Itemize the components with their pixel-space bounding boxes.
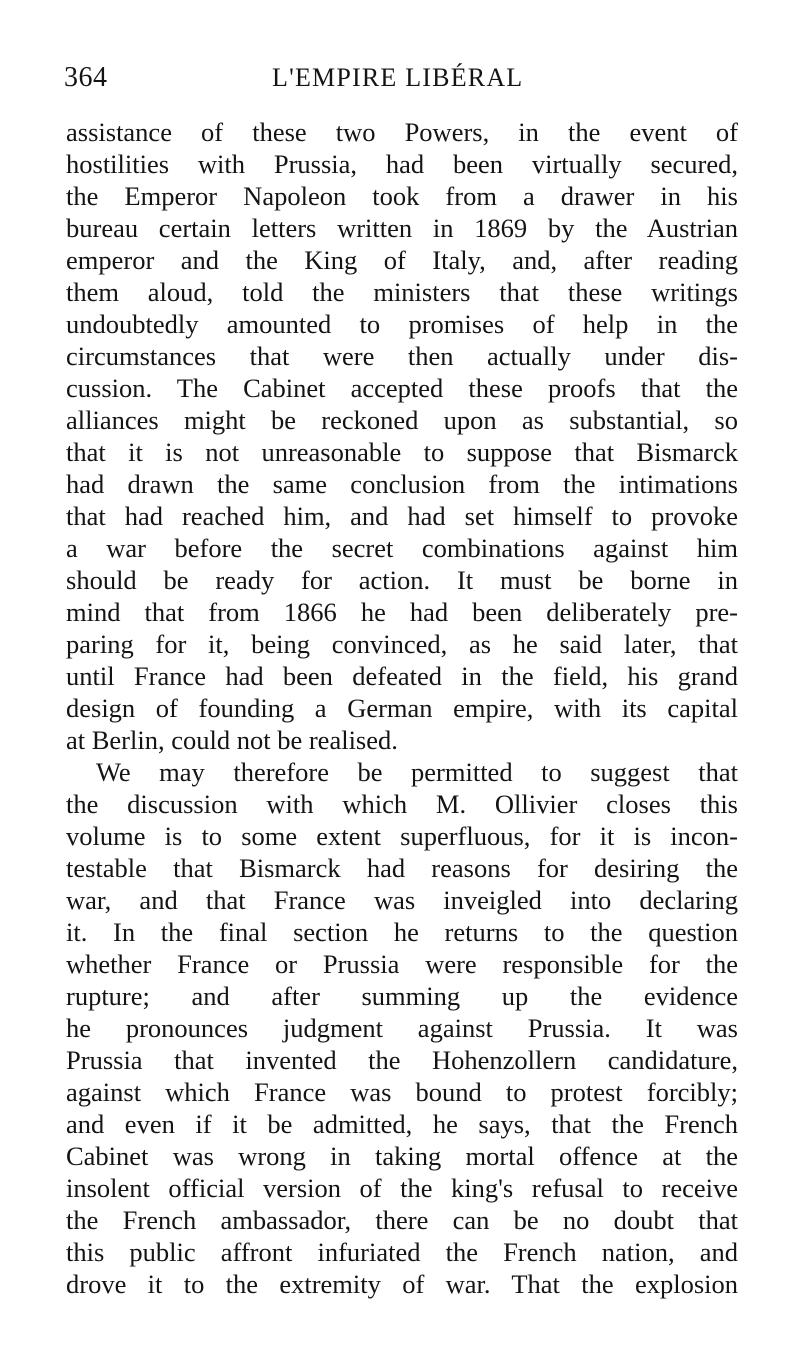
text-line: war, and that France was inveigled into declaring (66, 885, 738, 915)
text-line: them aloud, told the ministers that these writings (66, 277, 738, 307)
running-title: L'EMPIRE LIBÉRAL (272, 63, 524, 92)
text-line: and even if it be admitted, he says, that the French (66, 1109, 738, 1139)
running-head (64, 60, 744, 96)
text-line: against which France was bound to protest forcibly; (66, 1077, 738, 1107)
text-line: testable that Bismarck had reasons for desiring the (66, 853, 738, 883)
body-text (66, 116, 738, 1300)
text-line: whether France or Prussia were responsible for the (66, 949, 738, 979)
text-line: hostilities with Prussia, had been virtually secured, (66, 149, 738, 179)
text-line: until France had been defeated in the field, his grand (66, 661, 738, 691)
text-line: that it is not unreasonable to suppose that Bismarck (66, 437, 738, 467)
text-line: volume is to some extent superfluous, for it is incon- (66, 821, 738, 851)
text-line: that had reached him, and had set himself to provoke (66, 501, 738, 531)
text-line: it. In the final section he returns to the question (66, 917, 738, 947)
text-line: insolent official version of the king's refusal to receive (66, 1173, 738, 1203)
paragraph-1 (66, 116, 738, 756)
text-line: circumstances that were then actually under dis- (66, 341, 738, 371)
text-line: the French ambassador, there can be no doubt that (66, 1205, 738, 1235)
text-line: had drawn the same conclusion from the intimations (66, 469, 738, 499)
text-line: Cabinet was wrong in taking mortal offence at the (66, 1141, 738, 1171)
text-line: undoubtedly amounted to promises of help in the (66, 309, 738, 339)
text-line: emperor and the King of Italy, and, after reading (66, 245, 738, 275)
text-line: rupture; and after summing up the evidence (66, 981, 738, 1011)
text-line: We may therefore be permitted to suggest that (96, 757, 738, 787)
text-line: Prussia that invented the Hohenzollern candidature, (66, 1045, 738, 1075)
text-line: should be ready for action. It must be borne in (66, 565, 738, 595)
text-line: this public affront infuriated the French nation, and (66, 1237, 738, 1267)
text-line: assistance of these two Powers, in the event of (66, 117, 738, 147)
paragraph-2 (66, 756, 738, 1300)
text-line: alliances might be reckoned upon as substantial, so (66, 405, 738, 435)
text-line: design of founding a German empire, with its capital (66, 693, 738, 723)
text-line: the Emperor Napoleon took from a drawer in his (66, 181, 738, 211)
text-line: bureau certain letters written in 1869 by the Austrian (66, 213, 738, 243)
text-line: drove it to the extremity of war. That the explosion (66, 1269, 738, 1299)
text-line: he pronounces judgment against Prussia. It was (66, 1013, 738, 1043)
text-line: cussion. The Cabinet accepted these proofs that the (66, 373, 738, 403)
text-line: at Berlin, could not be realised. (66, 725, 398, 755)
text-line: a war before the secret combinations against him (66, 533, 738, 563)
text-line: mind that from 1866 he had been deliberately pre- (66, 597, 738, 627)
text-line: the discussion with which M. Ollivier closes this (66, 789, 738, 819)
text-line: paring for it, being convinced, as he said later, that (66, 629, 738, 659)
page-number: 364 (64, 62, 108, 93)
